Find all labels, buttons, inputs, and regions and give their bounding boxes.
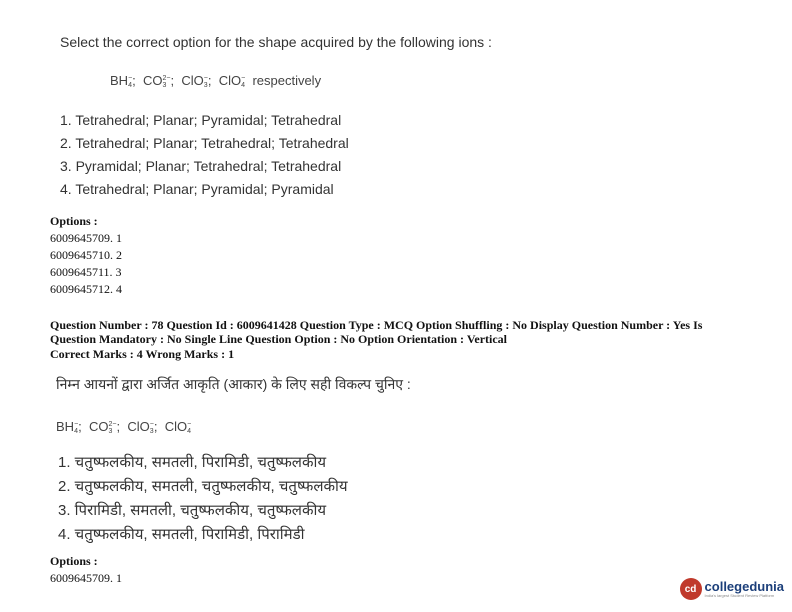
ion-clo3: ClO− 3; — [181, 73, 216, 89]
option-id-1: 6009645709. 1 — [50, 571, 122, 585]
option-id-3: 6009645711. 3 — [50, 265, 122, 279]
option-4-english: 4. Tetrahedral; Planar; Pyramidal; Pyramidal — [60, 181, 334, 197]
ion-bh4: BH− 4; — [56, 419, 86, 435]
ion-clo3: ClO− 3; — [127, 419, 162, 435]
collegedunia-logo — [680, 578, 784, 600]
option-4-hindi: 4. चतुष्फलकीय, समतली, पिरामिडी, पिरामिडी — [58, 526, 305, 543]
option-1-english: 1. Tetrahedral; Planar; Pyramidal; Tetrahedral — [60, 112, 342, 128]
option-2-english: 2. Tetrahedral; Planar; Tetrahedral; Tetrahedral — [60, 135, 349, 151]
options-heading: Options : — [50, 554, 98, 568]
ion-formulas-english — [110, 73, 321, 89]
option-id-1: 6009645709. 1 — [50, 231, 122, 245]
ion-formulas-hindi — [56, 419, 191, 435]
logo-tagline: India's largest Student Review Platform — [704, 593, 775, 598]
ions-suffix: respectively — [252, 73, 322, 88]
logo-mark: cd — [680, 578, 702, 600]
logo-name: collegedunia — [704, 579, 784, 594]
question-meta-line-1: Question Number : 78 Question Id : 6009641428 Question Type : MCQ Option Shuffling : No Display Question Number : Yes Is — [50, 318, 703, 332]
option-id-2: 6009645710. 2 — [50, 248, 122, 262]
option-2-hindi: 2. चतुष्फलकीय, समतली, चतुष्फलकीय, चतुष्फलकीय — [58, 478, 348, 495]
question-prompt-english: Select the correct option for the shape acquired by the following ions : — [60, 34, 492, 50]
question-marks: Correct Marks : 4 Wrong Marks : 1 — [50, 347, 235, 361]
ion-clo4: ClO− 4 — [218, 73, 246, 89]
ion-co3: CO2− 3 ; — [143, 73, 178, 89]
option-3-hindi: 3. पिरामिडी, समतली, चतुष्फलकीय, चतुष्फलकीय — [58, 502, 327, 519]
ion-co3: CO2− 3 ; — [89, 419, 124, 435]
ion-clo4: ClO− 4 — [164, 419, 192, 435]
question-prompt-hindi: निम्न आयनों द्वारा अर्जित आकृति (आकार) के लिए सही विकल्प चुनिए : — [56, 376, 411, 392]
options-heading: Options : — [50, 214, 98, 228]
ion-bh4: BH− 4; — [110, 73, 140, 89]
option-3-english: 3. Pyramidal; Planar; Tetrahedral; Tetrahedral — [60, 158, 342, 174]
question-meta-line-2: Question Mandatory : No Single Line Question Option : No Option Orientation : Vertical — [50, 332, 508, 346]
option-id-4: 6009645712. 4 — [50, 282, 122, 296]
option-1-hindi: 1. चतुष्फलकीय, समतली, पिरामिडी, चतुष्फलकीय — [58, 454, 327, 471]
